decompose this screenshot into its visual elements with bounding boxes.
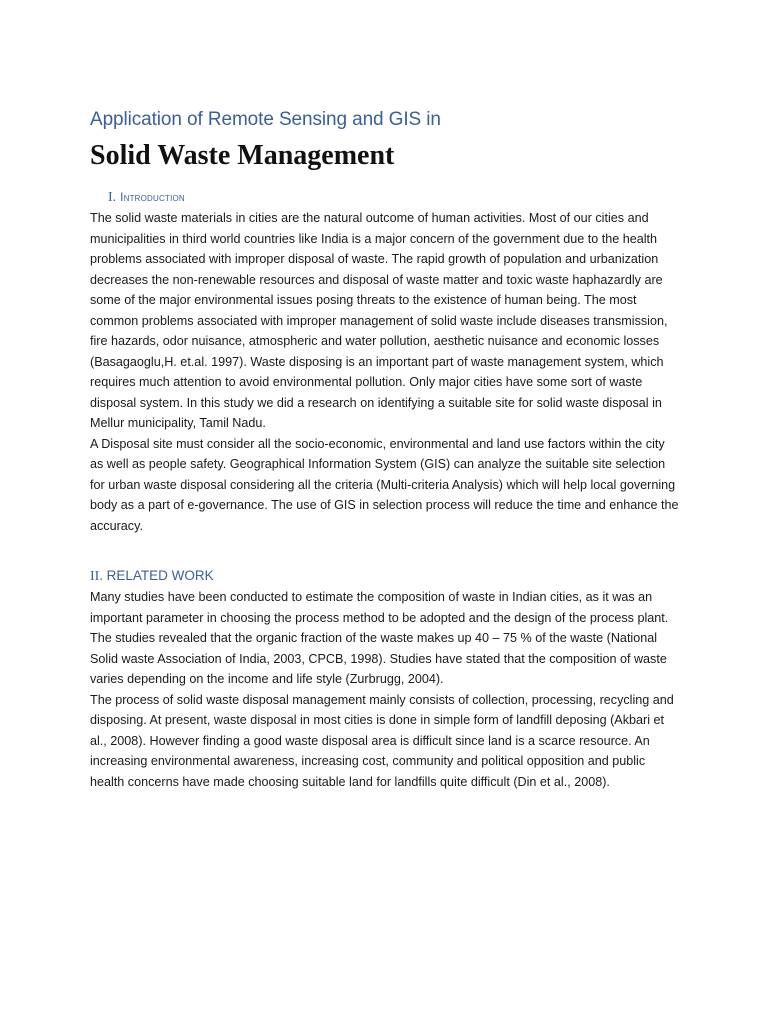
section-number: I. — [108, 190, 117, 205]
section-title: RELATED WORK — [106, 568, 214, 583]
paragraph: A Disposal site must consider all the socio-economic, environmental and land use factors within the city as well as people safety. Geographical Information System (GIS) can analyze the suitable site selection for urban waste disposal considering all the criteria (Multi-criteria Analysis) which will help local governing body as a part of e-governance. The use of GIS in selection process will reduce the time and enhance the accuracy. — [90, 436, 679, 533]
section-heading-related-work — [90, 566, 680, 587]
section-number: II. — [90, 569, 103, 584]
document-title: Solid Waste Management — [90, 140, 395, 171]
section-title: Introduction — [120, 190, 185, 204]
document-content — [90, 106, 680, 792]
paragraph: The solid waste materials in cities are the natural outcome of human activities. Most of our cities and municipalities in third world countries like India is a major concern of the government due to the health problems associated with improper disposal of waste. The rapid growth of population and urbanization decreases the non-renewable resources and disposal of waste matter and toxic waste haphazardly are some of the major environmental issues posing threats to the existence of human being. The most common problems associated with improper management of solid waste include diseases transmission, fire hazards, odor nuisance, atmospheric and water pollution, aesthetic nuisance and economic losses (Basagaoglu,H. et.al. 1997). Waste disposing is an important part of waste management system, which requires much attention to avoid environmental pollution. Only major cities have some sort of waste disposal system. In this study we did a research on identifying a suitable site for solid waste disposal in Mellur municipality, Tamil Nadu. — [90, 211, 668, 430]
document-subtitle: Application of Remote Sensing and GIS in — [90, 109, 441, 130]
section-heading-introduction — [90, 186, 680, 208]
paragraph: The process of solid waste disposal management mainly consists of collection, processing, recycling and disposing. At present, waste disposal in most cities is done in simple form of landfill deposing (Akbari et al., 2008). However finding a good waste disposal area is difficult since land is a scarce resource. An increasing environmental awareness, increasing cost, community and political opposition and public health concerns have made choosing suitable land for landfills quite difficult (Din et al., 2008). — [90, 692, 674, 789]
paragraph: Many studies have been conducted to estimate the composition of waste in Indian cities, as it was an important parameter in choosing the process method to be adopted and the design of the process plant. The studies revealed that the organic fraction of the waste makes up 40 – 75 % of the waste (National Solid waste Association of India, 2003, CPCB, 1998). Studies have stated that the composition of waste varies depending on the income and life style (Zurbrugg, 2004). — [90, 590, 669, 686]
